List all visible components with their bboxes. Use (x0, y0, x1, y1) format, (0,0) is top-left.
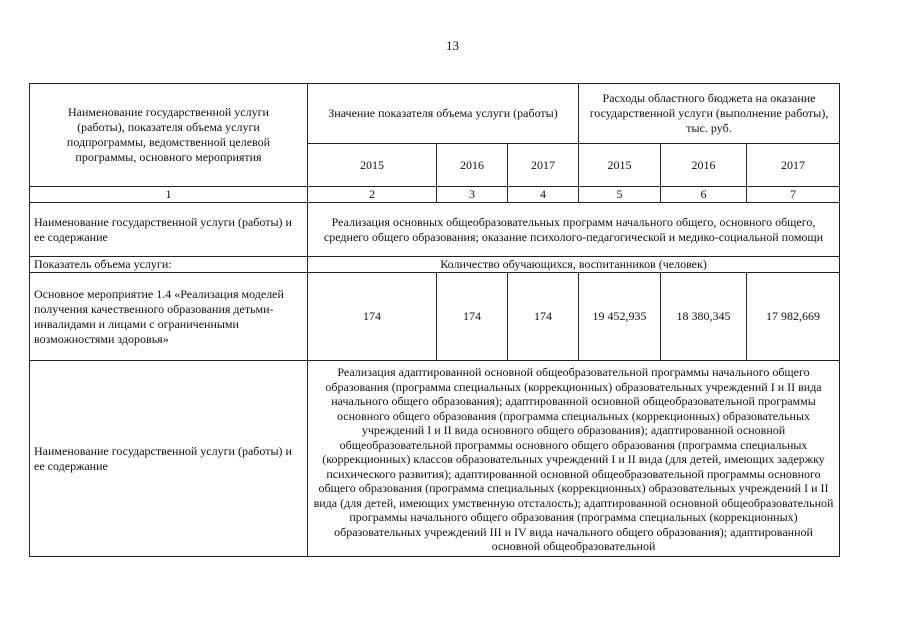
measure-value: 19 452,935 (579, 273, 661, 361)
year-cell: 2016 (437, 144, 508, 187)
service-row (30, 203, 840, 257)
header-expenses-cell: Расходы областного бюджета на оказание государственной услуги (выполнение работы), тыс. руб. (579, 84, 840, 144)
service-label: Наименование государственной услуги (работы) и ее содержание (30, 203, 308, 257)
service-content-2: Реализация адаптированной основной общеобразовательной программы начального общего образования (программа специальных (коррекционных) образовательных учреждений I и II вида начального общего образования); адаптированной основной общеобразовательной программы основного общего образования (программа специальных (коррекционных) образовательных учреждений I и II вида основного общего образования); адаптированной основной общеобразовательной программы основного общего образования (программа специальных (коррекционных) классов образовательных учреждений I и II вида (для детей, имеющих задержку психического развития); адаптированной основной общеобразовательной программы основного общего образования (программа специальных (коррекционных) образовательных учреждений I и II вида (для детей, имеющих умственную отсталость); адаптированной основной общеобразовательной программы начального общего образования (программа специальных (коррекционных) образовательных учреждений III и IV вида начального общего образования); адаптированной основной общеобразовательной (308, 361, 840, 557)
column-number: 2 (308, 187, 437, 203)
year-cell: 2017 (747, 144, 840, 187)
year-cell: 2016 (661, 144, 747, 187)
year-cell: 2017 (508, 144, 579, 187)
column-number: 7 (747, 187, 840, 203)
measure-value: 174 (508, 273, 579, 361)
indicator-row (30, 257, 840, 273)
column-number: 6 (661, 187, 747, 203)
header-volume-cell: Значение показателя объема услуги (работы) (308, 84, 579, 144)
column-number: 4 (508, 187, 579, 203)
measure-value: 174 (437, 273, 508, 361)
service-content: Реализация основных общеобразовательных программ начального общего, основного общего, среднего общего образования; оказание психолого-педагогической и медико-социальной помощи (308, 203, 840, 257)
column-number: 1 (30, 187, 308, 203)
measure-value: 18 380,345 (661, 273, 747, 361)
measure-value: 17 982,669 (747, 273, 840, 361)
year-cell: 2015 (308, 144, 437, 187)
header-row (30, 84, 840, 144)
column-number: 3 (437, 187, 508, 203)
column-number: 5 (579, 187, 661, 203)
service-label-2: Наименование государственной услуги (работы) и ее содержание (30, 361, 308, 557)
header-name-cell: Наименование государственной услуги (работы), показателя объема услуги подпрограммы, ведомственной целевой программы, основного мероприятия (30, 84, 308, 187)
indicator-content: Количество обучающихся, воспитанников (человек) (308, 257, 840, 273)
service-row-2 (30, 361, 840, 557)
measure-label: Основное мероприятие 1.4 «Реализация моделей получения качественного образования детьми-инвалидами и лицами с ограниченными возможностями здоровья» (30, 273, 308, 361)
expenses-table (29, 83, 840, 557)
column-numbers-row (30, 187, 840, 203)
indicator-label: Показатель объема услуги: (30, 257, 308, 273)
measure-row (30, 273, 840, 361)
measure-value: 174 (308, 273, 437, 361)
page-number: 13 (446, 38, 459, 53)
year-cell: 2015 (579, 144, 661, 187)
